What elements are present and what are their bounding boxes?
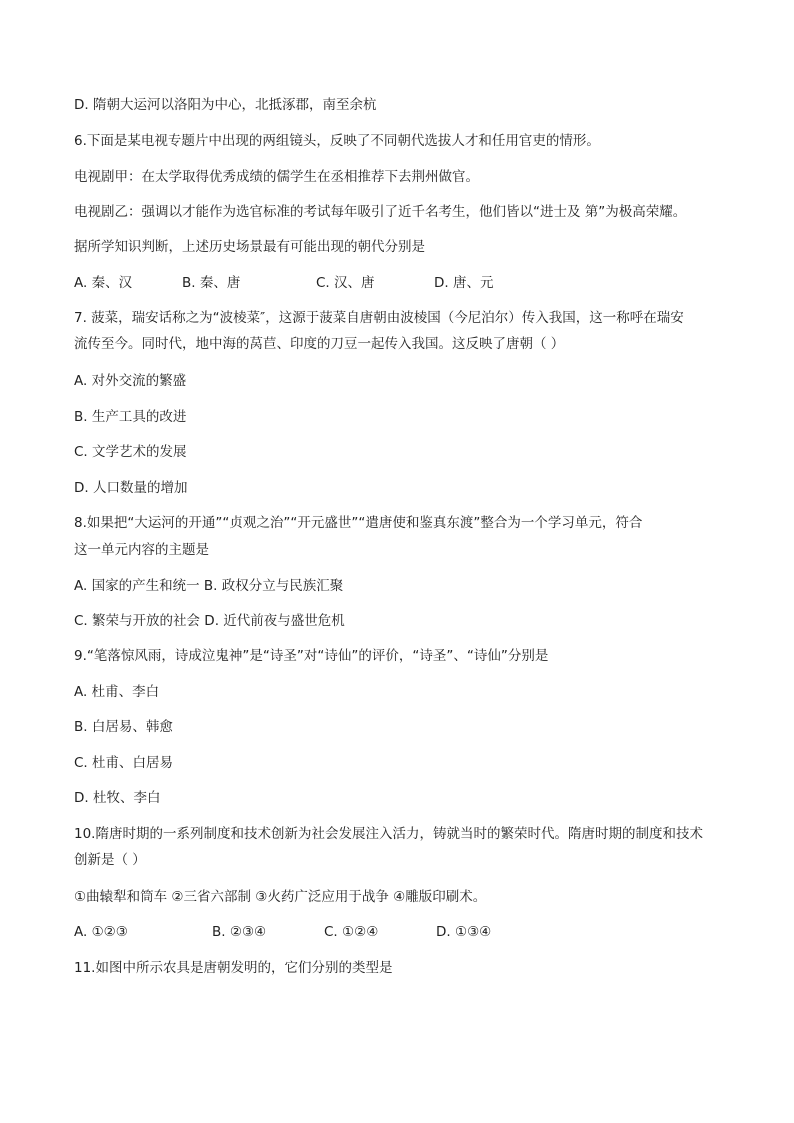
q11-stem: 11.如图中所示农具是唐朝发明的，它们分别的类型是: [74, 960, 393, 976]
q8-options-ab: A. 国家的产生和统一 B. 政权分立与民族汇聚: [74, 578, 344, 594]
q7-stem-1: 7. 菠菜，瑞安话称之为“波棱菜″，这源于菠菜自唐朝由波棱国（今尼泊尔）传入我国，这一称呼在瑞安: [74, 310, 684, 326]
q10-option-d: D. ①③④: [436, 924, 492, 940]
q10-stem-2: 创新是（ ）: [74, 852, 146, 868]
q10-option-a: A. ①②③: [74, 924, 128, 940]
q6-stem: 6.下面是某电视专题片中出现的两组镜头，反映了不同朝代选拔人才和任用官吏的情形。: [74, 133, 600, 149]
q6-option-d: D. 唐、元: [434, 275, 494, 291]
q5-option-d: D. 隋朝大运河以洛阳为中心，北抵涿郡，南至余杭: [74, 97, 377, 113]
q8-stem-2: 这一单元内容的主题是: [74, 542, 209, 558]
q10-options: [74, 923, 734, 941]
q6-question: 据所学知识判断，上述历史场景最有可能出现的朝代分别是: [74, 239, 425, 255]
q6-scene-a: 电视剧甲：在太学取得优秀成绩的儒学生在丞相推荐下去荆州做官。: [74, 169, 479, 185]
q10-option-c: C. ①②④: [324, 924, 379, 940]
q9-option-d: D. 杜牧、李白: [74, 790, 161, 806]
q8-options-cd: C. 繁荣与开放的社会 D. 近代前夜与盛世危机: [74, 613, 345, 629]
q8-stem-1: 8.如果把“大运河的开通”“贞观之治”“开元盛世”“遣唐使和鉴真东渡”整合为一个学习单元，符合: [74, 515, 643, 531]
q6-scene-b: 电视剧乙：强调以才能作为选官标准的考试每年吸引了近千名考生，他们皆以“进士及 第”为极高荣耀。: [74, 204, 687, 220]
q7-stem-2: 流传至今。同时代，地中海的莴苣、印度的刀豆一起传入我国。这反映了唐朝（ ）: [74, 336, 565, 352]
q7-option-d: D. 人口数量的增加: [74, 480, 188, 496]
q10-items: ①曲辕犁和筒车 ②三省六部制 ③火药广泛应用于战争 ④雕版印刷术。: [74, 889, 487, 905]
q10-stem-1: 10.隋唐时期的一系列制度和技术创新为社会发展注入活力，铸就当时的繁荣时代。隋唐时期的制度和技术: [74, 826, 703, 842]
q6-option-c: C. 汉、唐: [316, 275, 375, 291]
q6-option-a: A. 秦、汉: [74, 275, 133, 291]
q9-stem: 9.“笔落惊风雨，诗成泣鬼神”是“诗圣”对“诗仙”的评价，“诗圣”、“诗仙”分别是: [74, 648, 549, 664]
q7-option-c: C. 文学艺术的发展: [74, 444, 187, 460]
q10-option-b: B. ②③④: [212, 924, 267, 940]
q6-option-b: B. 秦、唐: [182, 275, 241, 291]
q7-option-b: B. 生产工具的改进: [74, 409, 187, 425]
q6-options: [74, 274, 734, 292]
q9-option-c: C. 杜甫、白居易: [74, 755, 174, 771]
q9-option-a: A. 杜甫、李白: [74, 684, 160, 700]
q7-option-a: A. 对外交流的繁盛: [74, 373, 187, 389]
q9-option-b: B. 白居易、韩愈: [74, 719, 173, 735]
